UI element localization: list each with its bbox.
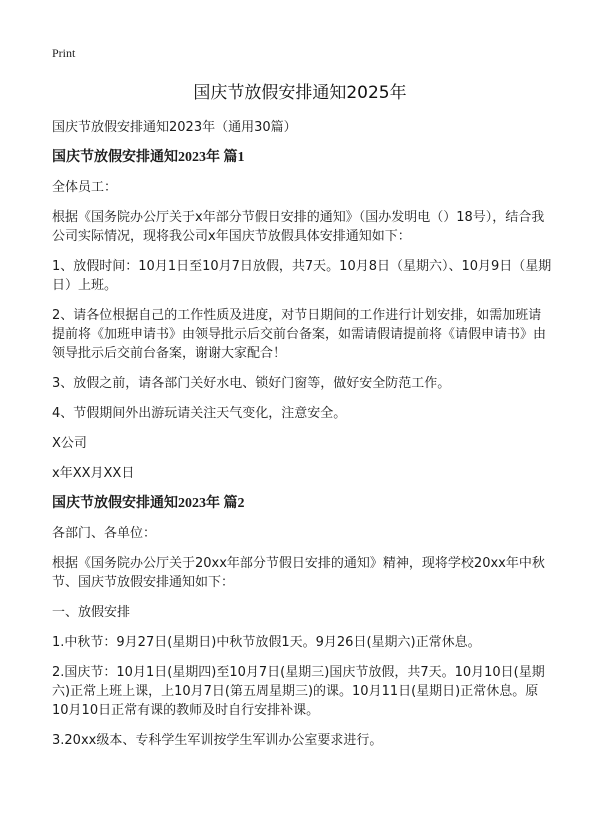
company-signature: X公司	[52, 436, 87, 451]
print-label: Print	[52, 46, 76, 60]
document-body	[52, 118, 552, 761]
paragraph: 根据《国务院办公厅关于x年部分节假日安排的通知》（国办发明电（）18号），结合我公司实际情况，现将我公司x年国庆节放假具体安排通知如下：	[52, 210, 545, 244]
list-heading: 一、放假安排	[52, 605, 131, 620]
greeting: 全体员工：	[52, 180, 118, 195]
paragraph: 根据《国务院办公厅关于20xx年部分节假日安排的通知》精神，现将学校20xx年中秋节、国庆节放假安排通知如下：	[52, 556, 545, 590]
paragraph: 3、放假之前，请各部门关好水电、锁好门窗等，做好安全防范工作。	[52, 376, 451, 391]
signature-date: x年XX月XX日	[52, 466, 135, 481]
paragraph: 4、节假期间外出游玩请关注天气变化，注意安全。	[52, 406, 347, 421]
document-title: 国庆节放假安排通知2025年	[193, 83, 407, 103]
subtitle: 国庆节放假安排通知2023年（通用30篇）	[52, 120, 297, 135]
section-heading: 国庆节放假安排通知2023年 篇2	[52, 496, 245, 511]
section-heading: 国庆节放假安排通知2023年 篇1	[52, 150, 245, 165]
greeting: 各部门、各单位：	[52, 526, 157, 541]
paragraph: 1.中秋节：9月27日(星期日)中秋节放假1天。9月26日(星期六)正常休息。	[52, 635, 481, 650]
paragraph: 3.20xx级本、专科学生军训按学生军训办公室要求进行。	[52, 733, 383, 748]
paragraph: 2、请各位根据自己的工作性质及进度，对节日期间的工作进行计划安排，如需加班请提前将《加班申请书》由领导批示后交前台备案，如需请假请提前将《请假申请书》由领导批示后交前台备案，谢谢大家配合！	[52, 308, 547, 361]
paragraph: 2.国庆节：10月1日(星期四)至10月7日(星期三)国庆节放假，共7天。10月10日(星期六)正常上班上课，上10月7日(第五周星期三)的课。10月11日(星期日)正常休息。原10月10日正常有课的教师及时自行安排补课。	[52, 665, 545, 718]
paragraph: 1、放假时间：10月1日至10月7日放假，共7天。10月8日（星期六）、10月9日（星期日）上班。	[52, 259, 552, 293]
